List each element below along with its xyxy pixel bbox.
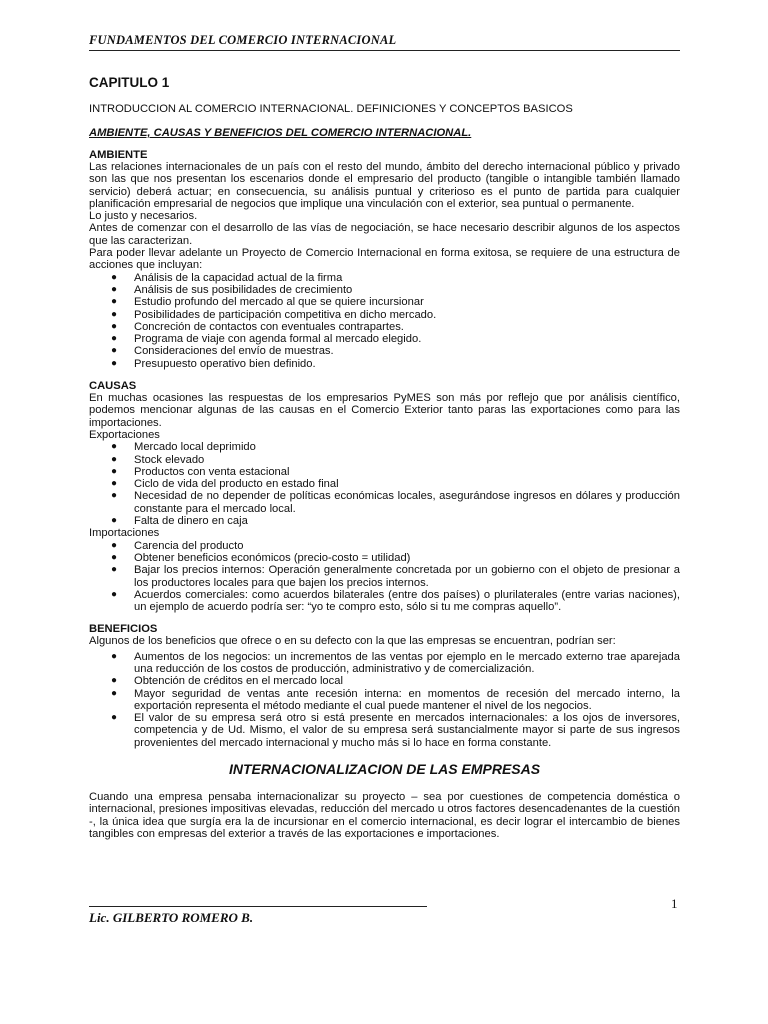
- bullet-icon: ●: [111, 453, 118, 465]
- chapter-title: CAPITULO 1: [89, 75, 170, 90]
- list-item: ● El valor de su empresa será otro si está presente en mercados internacionales: a los ojos de inversores, competencia y de Ud. Mismo, el valor de su empresa será sustancialmente mayor si parte de sus ingresos provenientes del mercado internacional y mucho más si lo hace en forma constante.: [111, 712, 680, 749]
- exportaciones-label: Exportaciones: [89, 428, 160, 441]
- list-item: ● Acuerdos comerciales: como acuerdos bilaterales (entre dos países) o plurilaterales (entre varias naciones), un ejemplo de acuerdo podría ser: “yo te compro esto, sólo si tu me compras aquello”.: [111, 588, 680, 614]
- ambiente-paragraph-1: Las relaciones internacionales de un país con el resto del mundo, ámbito del derecho internacional público y privado son las que nos presentan los escenarios donde el empresario del producto (tangible o intangible también llamado servicio) deberá actuar; en consecuencia, su análisis puntual y criterioso es el punto de partida para cualquier planificación empresarial de negocios que implique una vinculación con el exterior, sea puntual o permanente.: [89, 161, 680, 210]
- list-item: ● Análisis de sus posibilidades de crecimiento: [111, 283, 353, 296]
- list-item: ● Mayor seguridad de ventas ante recesión interna: en momentos de recesión del mercado interno, la exportación representa el método mediante el cual puede mantener el nivel de los negocios.: [111, 687, 680, 712]
- ambiente-section: [89, 149, 680, 370]
- bullet-icon: ●: [111, 490, 118, 502]
- beneficios-bullet-list: [89, 651, 680, 749]
- list-item: ● Falta de dinero en caja: [111, 515, 248, 528]
- list-item: ● Productos con venta estacional: [111, 465, 290, 478]
- importaciones-label: Importaciones: [89, 527, 160, 540]
- list-item: ● Stock elevado: [111, 453, 205, 466]
- list-item: ● Programa de viaje con agenda formal al mercado elegido.: [111, 333, 422, 346]
- bullet-icon: ●: [111, 712, 118, 724]
- bullet-icon: ●: [111, 271, 118, 283]
- footer-author: Lic. GILBERTO ROMERO B.: [89, 910, 254, 925]
- list-item: ● Necesidad de no depender de políticas económicas locales, asegurándose ingresos en dólares y producción constante para el mercado local.: [111, 490, 680, 515]
- bullet-icon: ●: [111, 675, 118, 687]
- beneficios-paragraph: Algunos de los beneficios que ofrece o en su defecto con la que las empresas se encuentran, podrían ser:: [89, 635, 616, 648]
- ambiente-paragraph-4: Para poder llevar adelante un Proyecto de Comercio Internacional en forma exitosa, se requiere de una estructura de acciones que incluyan:: [89, 247, 680, 272]
- importaciones-bullet-list: [89, 540, 680, 614]
- footer-rule: [89, 906, 427, 907]
- bullet-icon: ●: [111, 539, 118, 551]
- beneficios-heading: BENEFICIOS: [89, 623, 158, 636]
- internacionalizacion-heading: INTERNACIONALIZACION DE LAS EMPRESAS: [228, 761, 541, 778]
- causas-paragraph: En muchas ocasiones las respuestas de los empresarios PyMES son más por reflejo que por análisis científico, podemos mencionar algunas de las causas en el Comercio Exterior tanto paras las exportaciones como para las importaciones.: [89, 392, 680, 429]
- beneficios-section: [89, 623, 680, 749]
- bullet-icon: ●: [111, 564, 118, 576]
- bullet-icon: ●: [111, 588, 118, 600]
- list-item: ● Ciclo de vida del producto en estado final: [111, 478, 339, 491]
- causas-heading: CAUSAS: [89, 380, 137, 393]
- bullet-icon: ●: [111, 296, 118, 308]
- exportaciones-bullet-list: [89, 441, 680, 527]
- ambiente-bullet-list: [89, 272, 680, 370]
- ambiente-paragraph-2: Lo justo y necesarios.: [89, 210, 198, 223]
- bullet-icon: ●: [111, 478, 118, 490]
- list-item: ● Carencia del producto: [111, 539, 244, 552]
- list-item: ● Concreción de contactos con eventuales contrapartes.: [111, 320, 404, 333]
- list-item: ● Bajar los precios internos: Operación generalmente concretada por un gobierno con el objeto de presionar a los productores locales para que bajen los precios internos.: [111, 564, 680, 589]
- list-item: ● Posibilidades de participación competitiva en dicho mercado.: [111, 308, 437, 321]
- bullet-icon: ●: [111, 345, 118, 357]
- causas-section: [89, 380, 680, 613]
- list-item: ● Presupuesto operativo bien definido.: [111, 357, 316, 370]
- list-item: ● Obtener beneficios económicos (precio-costo = utilidad): [111, 551, 411, 564]
- list-item: ● Estudio profundo del mercado al que se quiere incursionar: [111, 296, 424, 309]
- bullet-icon: ●: [111, 320, 118, 332]
- bullet-icon: ●: [111, 465, 118, 477]
- document-page: [89, 33, 680, 840]
- bullet-icon: ●: [111, 650, 118, 662]
- bullet-icon: ●: [111, 308, 118, 320]
- list-item: ● Obtención de créditos en el mercado local: [111, 675, 343, 688]
- bullet-icon: ●: [111, 441, 118, 453]
- bullet-icon: ●: [111, 283, 118, 295]
- list-item: ● Aumentos de los negocios: un incrementos de las ventas por ejemplo en le mercado externo trae aparejada una reducción de los costos de producción, administrativo y de comercialización.: [111, 650, 680, 675]
- list-item: ● Análisis de la capacidad actual de la firma: [111, 271, 343, 284]
- bullet-icon: ●: [111, 551, 118, 563]
- ambiente-heading: AMBIENTE: [89, 149, 148, 161]
- bullet-icon: ●: [111, 515, 118, 527]
- bullet-icon: ●: [111, 357, 118, 369]
- internacionalizacion-paragraph: Cuando una empresa pensaba internacionalizar su proyecto – sea por cuestiones de competencia doméstica o internacional, presiones impositivas elevadas, reducción del mercado u otros factores desencadenantes de la cuestión -, la única idea que surgía era la de incursionar en el comercio internacional, es decir lograr el intercambio de bienes tangibles con empresas del exterior a través de las exportaciones e importaciones.: [89, 791, 680, 840]
- running-header: FUNDAMENTOS DEL COMERCIO INTERNACIONAL: [89, 33, 680, 51]
- list-item: ● Mercado local deprimido: [111, 441, 256, 454]
- section-title: AMBIENTE, CAUSAS Y BENEFICIOS DEL COMERCIO INTERNACIONAL.: [89, 127, 472, 139]
- list-item: ● Consideraciones del envío de muestras.: [111, 345, 334, 358]
- chapter-subtitle: INTRODUCCION AL COMERCIO INTERNACIONAL. DEFINICIONES Y CONCEPTOS BASICOS: [89, 103, 573, 115]
- ambiente-paragraph-3: Antes de comenzar con el desarrollo de las vías de negociación, se hace necesario describir algunos de los aspectos que las caracterizan.: [89, 222, 680, 247]
- bullet-icon: ●: [111, 333, 118, 345]
- page-number: 1: [671, 896, 678, 911]
- bullet-icon: ●: [111, 687, 118, 699]
